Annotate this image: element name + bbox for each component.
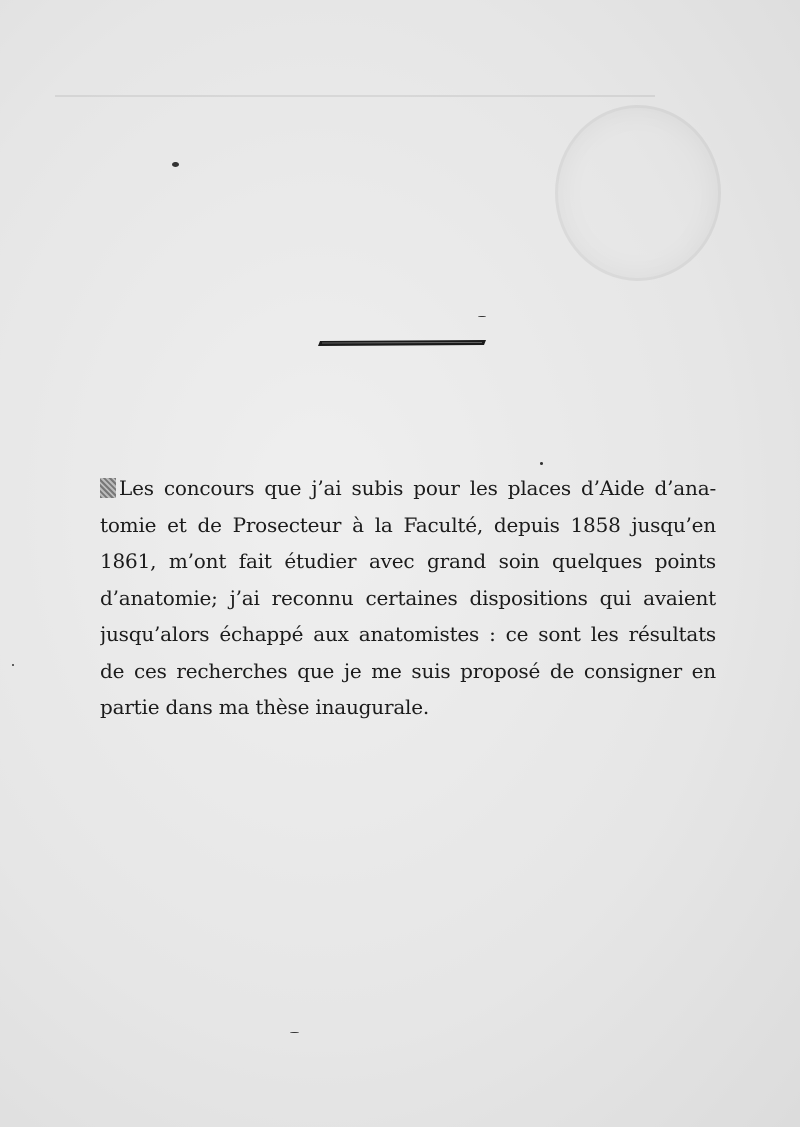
paragraph-line-4: d’anatomie; j’ai reconnu certaines dispositions qui avaient: [100, 585, 716, 610]
ink-speck: [478, 316, 486, 317]
main-paragraph: [100, 470, 716, 726]
decorative-rule: [318, 340, 486, 346]
paragraph-line-1: [100, 470, 716, 507]
ink-speck: [290, 1032, 299, 1033]
bleed-through-rule: [55, 95, 655, 97]
paragraph-line-6: de ces recherches que je me suis proposé de consigner en: [100, 658, 716, 683]
ink-speck: [172, 162, 179, 167]
paragraph-line-3: 1861, m’ont fait étudier avec grand soin quelques points: [100, 549, 716, 573]
paragraph-line-2: tomie et de Prosecteur à la Faculté, depuis 1858 jusqu’en: [100, 512, 716, 537]
paragraph-line-7: partie dans ma thèse inaugurale.: [100, 695, 430, 719]
bleed-through-seal: [555, 105, 721, 281]
ink-speck: [12, 664, 14, 666]
paragraph-line-5: jusqu’alors échappé aux anatomistes : ce sont les résultats: [100, 622, 716, 646]
ink-speck: [540, 462, 543, 465]
paragraph-mark-icon: [100, 478, 116, 498]
paragraph-line-1-text: Les concours que j’ai subis pour les places d’Aide d’ana-: [119, 476, 716, 500]
